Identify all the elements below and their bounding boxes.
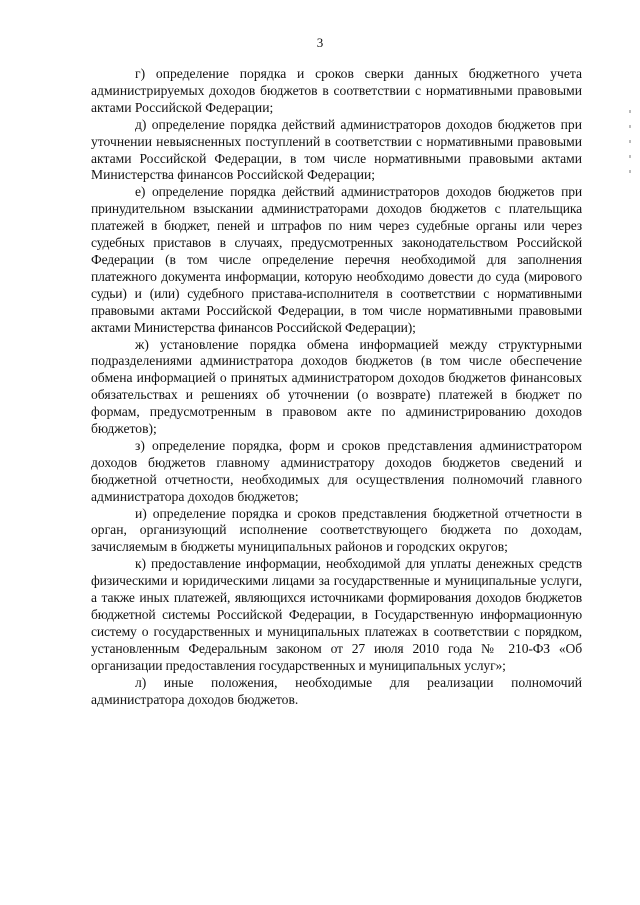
paragraph-e: е) определение порядка действий администраторов доходов бюджетов при принудительном взыскании администраторами доходов бюджетов с плательщика платежей в бюджет, пеней и штрафов по ним через судебные органы или через судебных приставов в случаях, предусмотренных законодательством Российской Федерации (в том числе определение перечня необходимой для заполнения платежного документа информации, которую необходимо довести до суда (мирового судьи) и (или) судебного пристава-исполнителя в соответствии с нормативными правовыми актами Российской Федерации, в том числе нормативными правовыми актами Министерства финансов Российской Федерации); [91, 184, 582, 335]
paragraph-zh: ж) установление порядка обмена информацией между структурными подразделениями администратора доходов бюджетов (в том числе обеспечение обмена информацией о принятых администратором доходов бюджетов финансовых обязательствах и решениях об уточнении (о возврате) платежей в бюджет по формам, предусмотренным в правовом акте по администрированию доходов бюджетов); [91, 336, 582, 437]
paragraph-k: к) предоставление информации, необходимой для уплаты денежных средств физическими и юридическими лицами за государственные и муниципальные услуги, а также иных платежей, являющихся источниками формирования доходов бюджетов бюджетной системы Российской Федерации, в Государственную информационную систему о государственных и муниципальных платежах в соответствии с порядком, установленным Федеральным законом от 27 июля 2010 года № 210-ФЗ «Об организации предоставления государственных и муниципальных услуг»; [91, 556, 582, 673]
paragraph-l: л) иные положения, необходимые для реализации полномочий администратора доходов бюджетов. [91, 674, 582, 707]
paragraph-z: з) определение порядка, форм и сроков представления администратором доходов бюджетов главному администратору доходов бюджетов сведений и бюджетной отчетности, необходимых для осуществления полномочий главного администратора доходов бюджетов; [91, 437, 582, 504]
page-number: 3 [316, 35, 324, 50]
paragraph-i: и) определение порядка и сроков представления бюджетной отчетности в орган, организующий исполнение соответствующего бюджета по доходам, зачисляемым в бюджеты муниципальных районов и городских округов; [91, 505, 582, 555]
document-body [91, 66, 582, 708]
scan-margin-marks [629, 110, 632, 200]
paragraph-d: д) определение порядка действий администраторов доходов бюджетов при уточнении невыясненных поступлений в соответствии с нормативными правовыми актами Российской Федерации, в том числе нормативными правовыми актами Министерства финансов Российской Федерации; [91, 116, 582, 183]
paragraph-g: г) определение порядка и сроков сверки данных бюджетного учета администрируемых доходов бюджетов в соответствии с нормативными правовыми актами Российской Федерации; [91, 66, 582, 115]
